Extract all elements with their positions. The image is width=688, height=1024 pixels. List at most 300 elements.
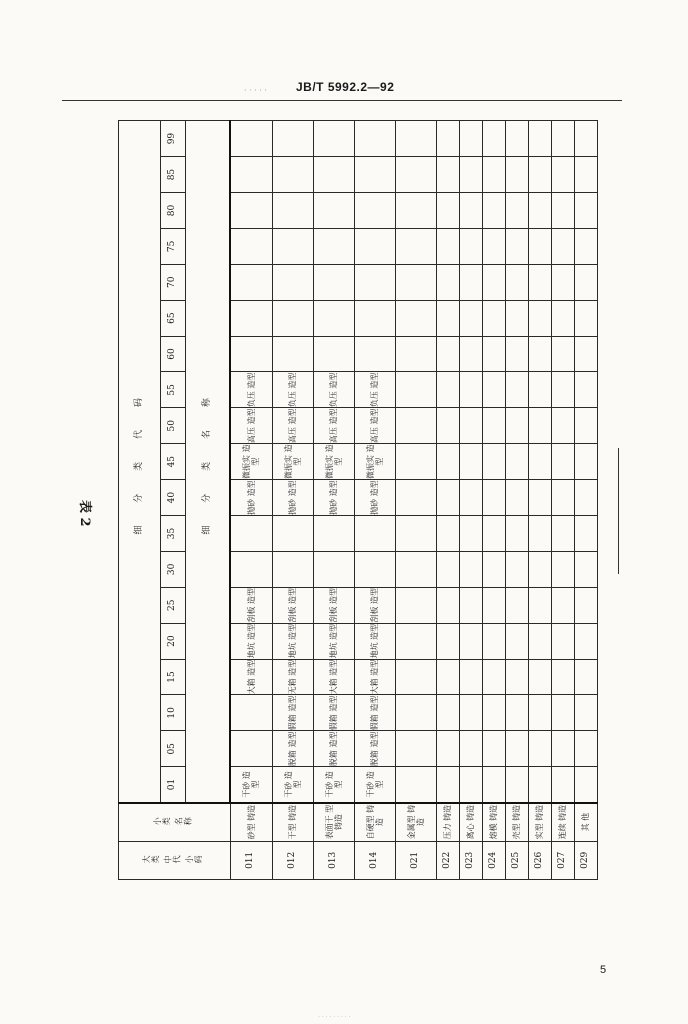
column-code-01: 01 — [161, 767, 186, 803]
cell-text: 脱箱 造型 — [329, 731, 339, 767]
table-cell — [505, 731, 528, 767]
row-code: 023 — [459, 841, 482, 879]
column-code-99: 99 — [161, 121, 186, 157]
table-row — [313, 121, 354, 880]
table-cell — [459, 408, 482, 444]
table-cell — [505, 516, 528, 552]
table-cell — [574, 516, 597, 552]
cell-text: 假箱 造型 — [288, 695, 298, 731]
table-cell — [459, 587, 482, 623]
row-name-text: 熔模 铸造 — [489, 804, 499, 840]
table-row — [436, 121, 459, 880]
column-code-80: 80 — [161, 193, 186, 229]
table-cell — [230, 193, 272, 229]
table-cell — [354, 157, 395, 193]
header-rule — [62, 100, 622, 101]
table-cell — [313, 587, 354, 623]
table-cell — [272, 121, 313, 157]
table-cell — [230, 551, 272, 587]
table-cell — [505, 336, 528, 372]
table-cell — [482, 444, 505, 480]
row-name-text: 壳型 铸造 — [512, 804, 522, 840]
table-cell — [395, 157, 436, 193]
row-code: 021 — [395, 841, 436, 879]
column-code-20: 20 — [161, 623, 186, 659]
table-cell — [505, 157, 528, 193]
table-cell — [395, 516, 436, 552]
table-cell — [505, 300, 528, 336]
cell-text: 大箱 造型 — [370, 659, 380, 695]
table-cell — [272, 408, 313, 444]
table-cell — [313, 731, 354, 767]
row-name-text: 砂型 铸造 — [246, 804, 256, 840]
table-cell — [574, 408, 597, 444]
table-cell — [436, 336, 459, 372]
table-cell — [459, 695, 482, 731]
row-name — [505, 803, 528, 841]
table-cell — [528, 731, 551, 767]
table-cell — [436, 264, 459, 300]
table-cell — [436, 731, 459, 767]
row-name — [313, 803, 354, 841]
table-row — [272, 121, 313, 880]
table-cell — [354, 372, 395, 408]
rotated-table-wrapper — [118, 120, 598, 880]
cell-text: 刮板 造型 — [288, 587, 298, 623]
table-cell — [436, 767, 459, 803]
table-cell — [574, 121, 597, 157]
table-cell — [354, 193, 395, 229]
table-cell — [574, 587, 597, 623]
table-cell — [272, 157, 313, 193]
table-cell — [313, 300, 354, 336]
row-name — [230, 803, 272, 841]
table-cell — [395, 623, 436, 659]
table-cell — [230, 444, 272, 480]
table-cell — [354, 336, 395, 372]
table-cell — [551, 587, 574, 623]
column-code-65: 65 — [161, 300, 186, 336]
table-cell — [551, 193, 574, 229]
table-cell — [436, 623, 459, 659]
table-cell — [395, 695, 436, 731]
table-cell — [459, 264, 482, 300]
table-cell — [505, 695, 528, 731]
table-cell — [230, 731, 272, 767]
table-cell — [574, 551, 597, 587]
row-name — [528, 803, 551, 841]
table-cell — [436, 480, 459, 516]
table-cell — [505, 767, 528, 803]
major-code-header-text: 大类 中代 小码 — [141, 854, 203, 864]
table-row — [551, 121, 574, 880]
table-cell — [482, 193, 505, 229]
row-code: 025 — [505, 841, 528, 879]
table-cell — [459, 516, 482, 552]
table-row — [482, 121, 505, 880]
table-cell — [574, 193, 597, 229]
header-row-codes — [161, 121, 186, 880]
margin-rule — [618, 448, 619, 574]
table-cell — [459, 300, 482, 336]
cell-text: 假箱 造型 — [329, 695, 339, 731]
table-cell — [574, 659, 597, 695]
table-cell — [313, 444, 354, 480]
column-code-10: 10 — [161, 695, 186, 731]
cell-text: 抛砂 造型 — [246, 480, 256, 515]
table-cell — [528, 336, 551, 372]
table-cell — [313, 695, 354, 731]
table-cell — [395, 372, 436, 408]
table-cell — [482, 623, 505, 659]
table-cell — [436, 300, 459, 336]
row-code: 012 — [272, 841, 313, 879]
table-cell — [482, 480, 505, 516]
column-code-75: 75 — [161, 228, 186, 264]
major-code-header — [119, 841, 231, 879]
header-mark: · · · · · — [244, 86, 267, 95]
table-cell — [574, 695, 597, 731]
table-cell — [272, 551, 313, 587]
table-cell — [551, 731, 574, 767]
row-name-text: 离心 铸造 — [466, 804, 476, 840]
row-code: 027 — [551, 841, 574, 879]
table-cell — [354, 408, 395, 444]
table-cell — [459, 551, 482, 587]
table-cell — [230, 767, 272, 803]
table-cell — [551, 264, 574, 300]
name-header-text: 小类 名称 — [152, 816, 193, 826]
cell-text: 微振实 造 型 — [283, 444, 302, 479]
table-cell — [528, 551, 551, 587]
table-cell — [505, 228, 528, 264]
table-cell — [395, 587, 436, 623]
table-cell — [436, 121, 459, 157]
table-cell — [395, 264, 436, 300]
cell-text: 高压 造型 — [246, 408, 256, 444]
table-cell — [354, 444, 395, 480]
table-cell — [528, 408, 551, 444]
footer-mark: · · · · · · · · · — [318, 1014, 351, 1021]
row-name-text: 金属型 铸 造 — [406, 804, 425, 840]
table-cell — [482, 551, 505, 587]
row-name — [354, 803, 395, 841]
names-header — [186, 121, 230, 803]
table-cell — [482, 587, 505, 623]
table-cell — [354, 480, 395, 516]
table-cell — [459, 336, 482, 372]
cell-text: 微振实 造 型 — [324, 444, 343, 479]
table-cell — [313, 193, 354, 229]
table-cell — [551, 516, 574, 552]
table-cell — [272, 480, 313, 516]
cell-text: 抛砂 造型 — [288, 480, 298, 515]
cell-text: 高压 造型 — [288, 408, 298, 444]
table-cell — [230, 264, 272, 300]
table-cell — [505, 193, 528, 229]
table-row — [459, 121, 482, 880]
cell-text: 负压 造型 — [329, 372, 339, 408]
row-code: 013 — [313, 841, 354, 879]
cell-text: 脱箱 造型 — [370, 731, 380, 767]
table-cell — [395, 300, 436, 336]
table-cell — [354, 767, 395, 803]
table-cell — [230, 228, 272, 264]
table-cell — [551, 695, 574, 731]
table-row — [395, 121, 436, 880]
table-cell — [272, 731, 313, 767]
table-cell — [313, 157, 354, 193]
row-name — [551, 803, 574, 841]
cell-text: 负压 造型 — [370, 372, 380, 408]
table-cell — [395, 731, 436, 767]
table-cell — [505, 444, 528, 480]
column-code-05: 05 — [161, 731, 186, 767]
row-name-text: 压力 铸造 — [443, 804, 453, 840]
table-cell — [313, 623, 354, 659]
table-cell — [459, 444, 482, 480]
table-cell — [482, 121, 505, 157]
table-cell — [230, 695, 272, 731]
code-header-text: 细 分 类 代 码 — [133, 388, 144, 535]
table-cell — [272, 300, 313, 336]
table-cell — [551, 372, 574, 408]
table-cell — [313, 408, 354, 444]
table-cell — [528, 300, 551, 336]
table-cell — [459, 659, 482, 695]
code-header — [119, 121, 161, 803]
table-cell — [354, 264, 395, 300]
table-cell — [272, 228, 313, 264]
table-cell — [574, 157, 597, 193]
table-cell — [436, 551, 459, 587]
table-cell — [505, 480, 528, 516]
document-id: JB/T 5992.2—92 — [296, 80, 395, 94]
table-cell — [528, 157, 551, 193]
table-cell — [551, 121, 574, 157]
cell-text: 大箱 造型 — [329, 659, 339, 695]
cell-text: 刮板 造型 — [370, 587, 380, 623]
table-title: 表 2 — [77, 500, 92, 527]
table-cell — [395, 767, 436, 803]
table-cell — [436, 157, 459, 193]
table-cell — [272, 623, 313, 659]
table-cell — [528, 623, 551, 659]
row-code: 022 — [436, 841, 459, 879]
table-cell — [230, 659, 272, 695]
cell-text: 地坑 造型 — [288, 623, 298, 659]
table-cell — [528, 228, 551, 264]
column-code-55: 55 — [161, 372, 186, 408]
table-cell — [436, 444, 459, 480]
cell-text: 高压 造型 — [370, 408, 380, 444]
table-cell — [313, 767, 354, 803]
row-name — [436, 803, 459, 841]
table-cell — [436, 516, 459, 552]
page-number: 5 — [600, 964, 607, 976]
table-cell — [395, 551, 436, 587]
table-cell — [272, 587, 313, 623]
row-name — [272, 803, 313, 841]
column-code-15: 15 — [161, 659, 186, 695]
table-cell — [230, 623, 272, 659]
table-cell — [395, 228, 436, 264]
cell-text: 微振实 造 型 — [242, 444, 261, 479]
table-cell — [574, 300, 597, 336]
table-row — [528, 121, 551, 880]
cell-text: 大箱 造型 — [246, 659, 256, 695]
cell-text: 干砂 造型 — [365, 771, 384, 798]
cell-text: 干砂 造型 — [324, 771, 343, 798]
table-cell — [354, 300, 395, 336]
table-cell — [272, 695, 313, 731]
table-cell — [528, 264, 551, 300]
row-name-text: 其 他 — [581, 812, 591, 832]
table-cell — [574, 480, 597, 516]
row-name-text: 表面干 型铸造 — [324, 804, 343, 840]
table-cell — [459, 228, 482, 264]
table-cell — [230, 336, 272, 372]
table-cell — [395, 444, 436, 480]
table-cell — [574, 623, 597, 659]
table-cell — [528, 587, 551, 623]
table-cell — [482, 767, 505, 803]
cell-text: 干砂 造型 — [283, 771, 302, 798]
table-cell — [528, 372, 551, 408]
cell-text: 地坑 造型 — [370, 623, 380, 659]
table-cell — [313, 264, 354, 300]
table-cell — [230, 516, 272, 552]
table-cell — [482, 516, 505, 552]
table-cell — [354, 551, 395, 587]
table-cell — [459, 731, 482, 767]
table-cell — [505, 121, 528, 157]
table-cell — [528, 193, 551, 229]
table-cell — [482, 336, 505, 372]
table-cell — [272, 193, 313, 229]
table-cell — [313, 121, 354, 157]
row-code: 014 — [354, 841, 395, 879]
table-cell — [272, 336, 313, 372]
table-cell — [313, 659, 354, 695]
cell-text: 抛砂 造型 — [329, 480, 339, 515]
column-code-35: 35 — [161, 516, 186, 552]
row-name — [395, 803, 436, 841]
table-cell — [436, 193, 459, 229]
table-cell — [436, 587, 459, 623]
table-cell — [230, 587, 272, 623]
table-cell — [505, 587, 528, 623]
table-cell — [505, 551, 528, 587]
table-cell — [482, 157, 505, 193]
row-code: 024 — [482, 841, 505, 879]
column-code-60: 60 — [161, 336, 186, 372]
table-cell — [354, 659, 395, 695]
table-cell — [528, 767, 551, 803]
table-cell — [395, 121, 436, 157]
table-cell — [230, 372, 272, 408]
table-cell — [354, 121, 395, 157]
table-cell — [551, 623, 574, 659]
table-cell — [436, 659, 459, 695]
table-cell — [354, 623, 395, 659]
cell-text: 干砂 造型 — [242, 771, 261, 798]
table-cell — [574, 767, 597, 803]
cell-text: 地坑 造型 — [329, 623, 339, 659]
table-cell — [354, 587, 395, 623]
table-cell — [505, 372, 528, 408]
table-cell — [528, 121, 551, 157]
table-cell — [272, 767, 313, 803]
table-cell — [574, 731, 597, 767]
table-cell — [528, 480, 551, 516]
table-cell — [230, 300, 272, 336]
cell-text: 高压 造型 — [329, 408, 339, 444]
column-code-25: 25 — [161, 587, 186, 623]
table-cell — [551, 767, 574, 803]
table-cell — [230, 157, 272, 193]
row-name — [459, 803, 482, 841]
table-cell — [313, 336, 354, 372]
column-code-50: 50 — [161, 408, 186, 444]
table-cell — [551, 659, 574, 695]
row-name — [482, 803, 505, 841]
table-cell — [482, 300, 505, 336]
table-cell — [505, 408, 528, 444]
table-cell — [482, 695, 505, 731]
column-code-40: 40 — [161, 480, 186, 516]
table-cell — [551, 408, 574, 444]
table-cell — [551, 228, 574, 264]
table-cell — [482, 264, 505, 300]
table-cell — [574, 372, 597, 408]
table-cell — [272, 444, 313, 480]
row-code: 011 — [230, 841, 272, 879]
cell-text: 刮板 造型 — [246, 587, 256, 623]
table-cell — [482, 731, 505, 767]
table-cell — [395, 480, 436, 516]
table-cell — [551, 336, 574, 372]
cell-text: 脱箱 造型 — [288, 731, 298, 767]
column-code-70: 70 — [161, 264, 186, 300]
row-name-text: 自硬型 铸 造 — [365, 804, 384, 840]
table-cell — [354, 731, 395, 767]
table-cell — [482, 659, 505, 695]
table-cell — [574, 444, 597, 480]
table-cell — [459, 372, 482, 408]
table-cell — [551, 480, 574, 516]
cell-text: 地坑 造型 — [246, 623, 256, 659]
row-code: 026 — [528, 841, 551, 879]
table-cell — [551, 157, 574, 193]
table-cell — [528, 444, 551, 480]
table-cell — [313, 516, 354, 552]
table-row — [574, 121, 597, 880]
row-name — [574, 803, 597, 841]
table-cell — [505, 264, 528, 300]
table-row — [230, 121, 272, 880]
row-code: 029 — [574, 841, 597, 879]
table-cell — [354, 228, 395, 264]
table-cell — [395, 336, 436, 372]
table-row — [505, 121, 528, 880]
table-cell — [482, 408, 505, 444]
table-cell — [272, 659, 313, 695]
table-cell — [272, 372, 313, 408]
table-cell — [395, 408, 436, 444]
table-cell — [574, 228, 597, 264]
cell-text: 微振实 造 型 — [365, 444, 384, 479]
